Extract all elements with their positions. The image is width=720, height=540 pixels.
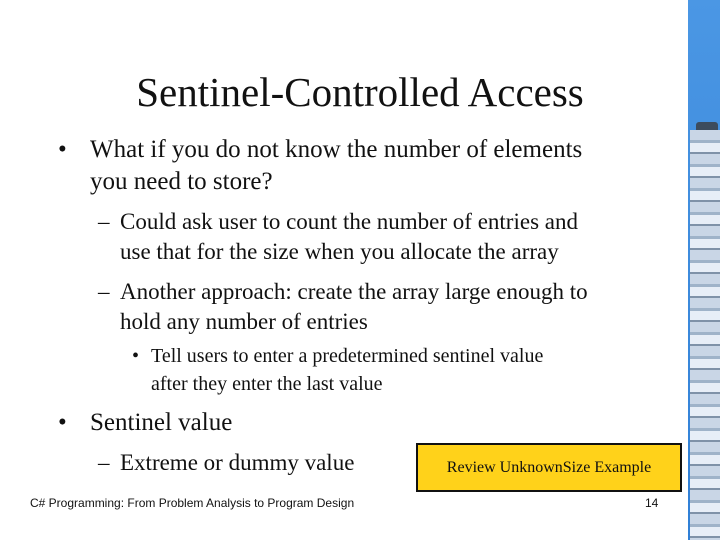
- review-example-callout: Review UnknownSize Example: [416, 443, 682, 492]
- dash-marker: –: [98, 450, 110, 475]
- dash-marker: –: [98, 279, 110, 304]
- bullet-text-line: hold any number of entries: [120, 309, 368, 334]
- bullet-text-line: What if you do not know the number of elements: [90, 136, 583, 163]
- bullet-marker: •: [58, 136, 67, 163]
- bullet-text-line: Extreme or dummy value: [120, 450, 355, 475]
- bullet-text-line: you need to store?: [90, 168, 273, 195]
- bullet-text-line: Sentinel value: [90, 409, 233, 436]
- bullet-marker: •: [58, 409, 67, 436]
- page-number: 14: [645, 496, 659, 510]
- bullet-text-line: Could ask user to count the number of entries and: [120, 209, 578, 234]
- dash-marker: –: [98, 209, 110, 234]
- building-tower: [690, 130, 720, 540]
- slide-title: Sentinel-Controlled Access: [136, 69, 584, 115]
- bullet-text-line: Another approach: create the array large enough to: [120, 279, 588, 304]
- bullet-text-line: after they enter the last value: [151, 373, 383, 395]
- bullet-text-line: Tell users to enter a predetermined sentinel value: [151, 345, 544, 367]
- bullet-text-line: use that for the size when you allocate the array: [120, 239, 559, 264]
- slide-footer: C# Programming: From Problem Analysis to Program Design: [30, 496, 355, 510]
- bullet-marker: •: [132, 345, 140, 367]
